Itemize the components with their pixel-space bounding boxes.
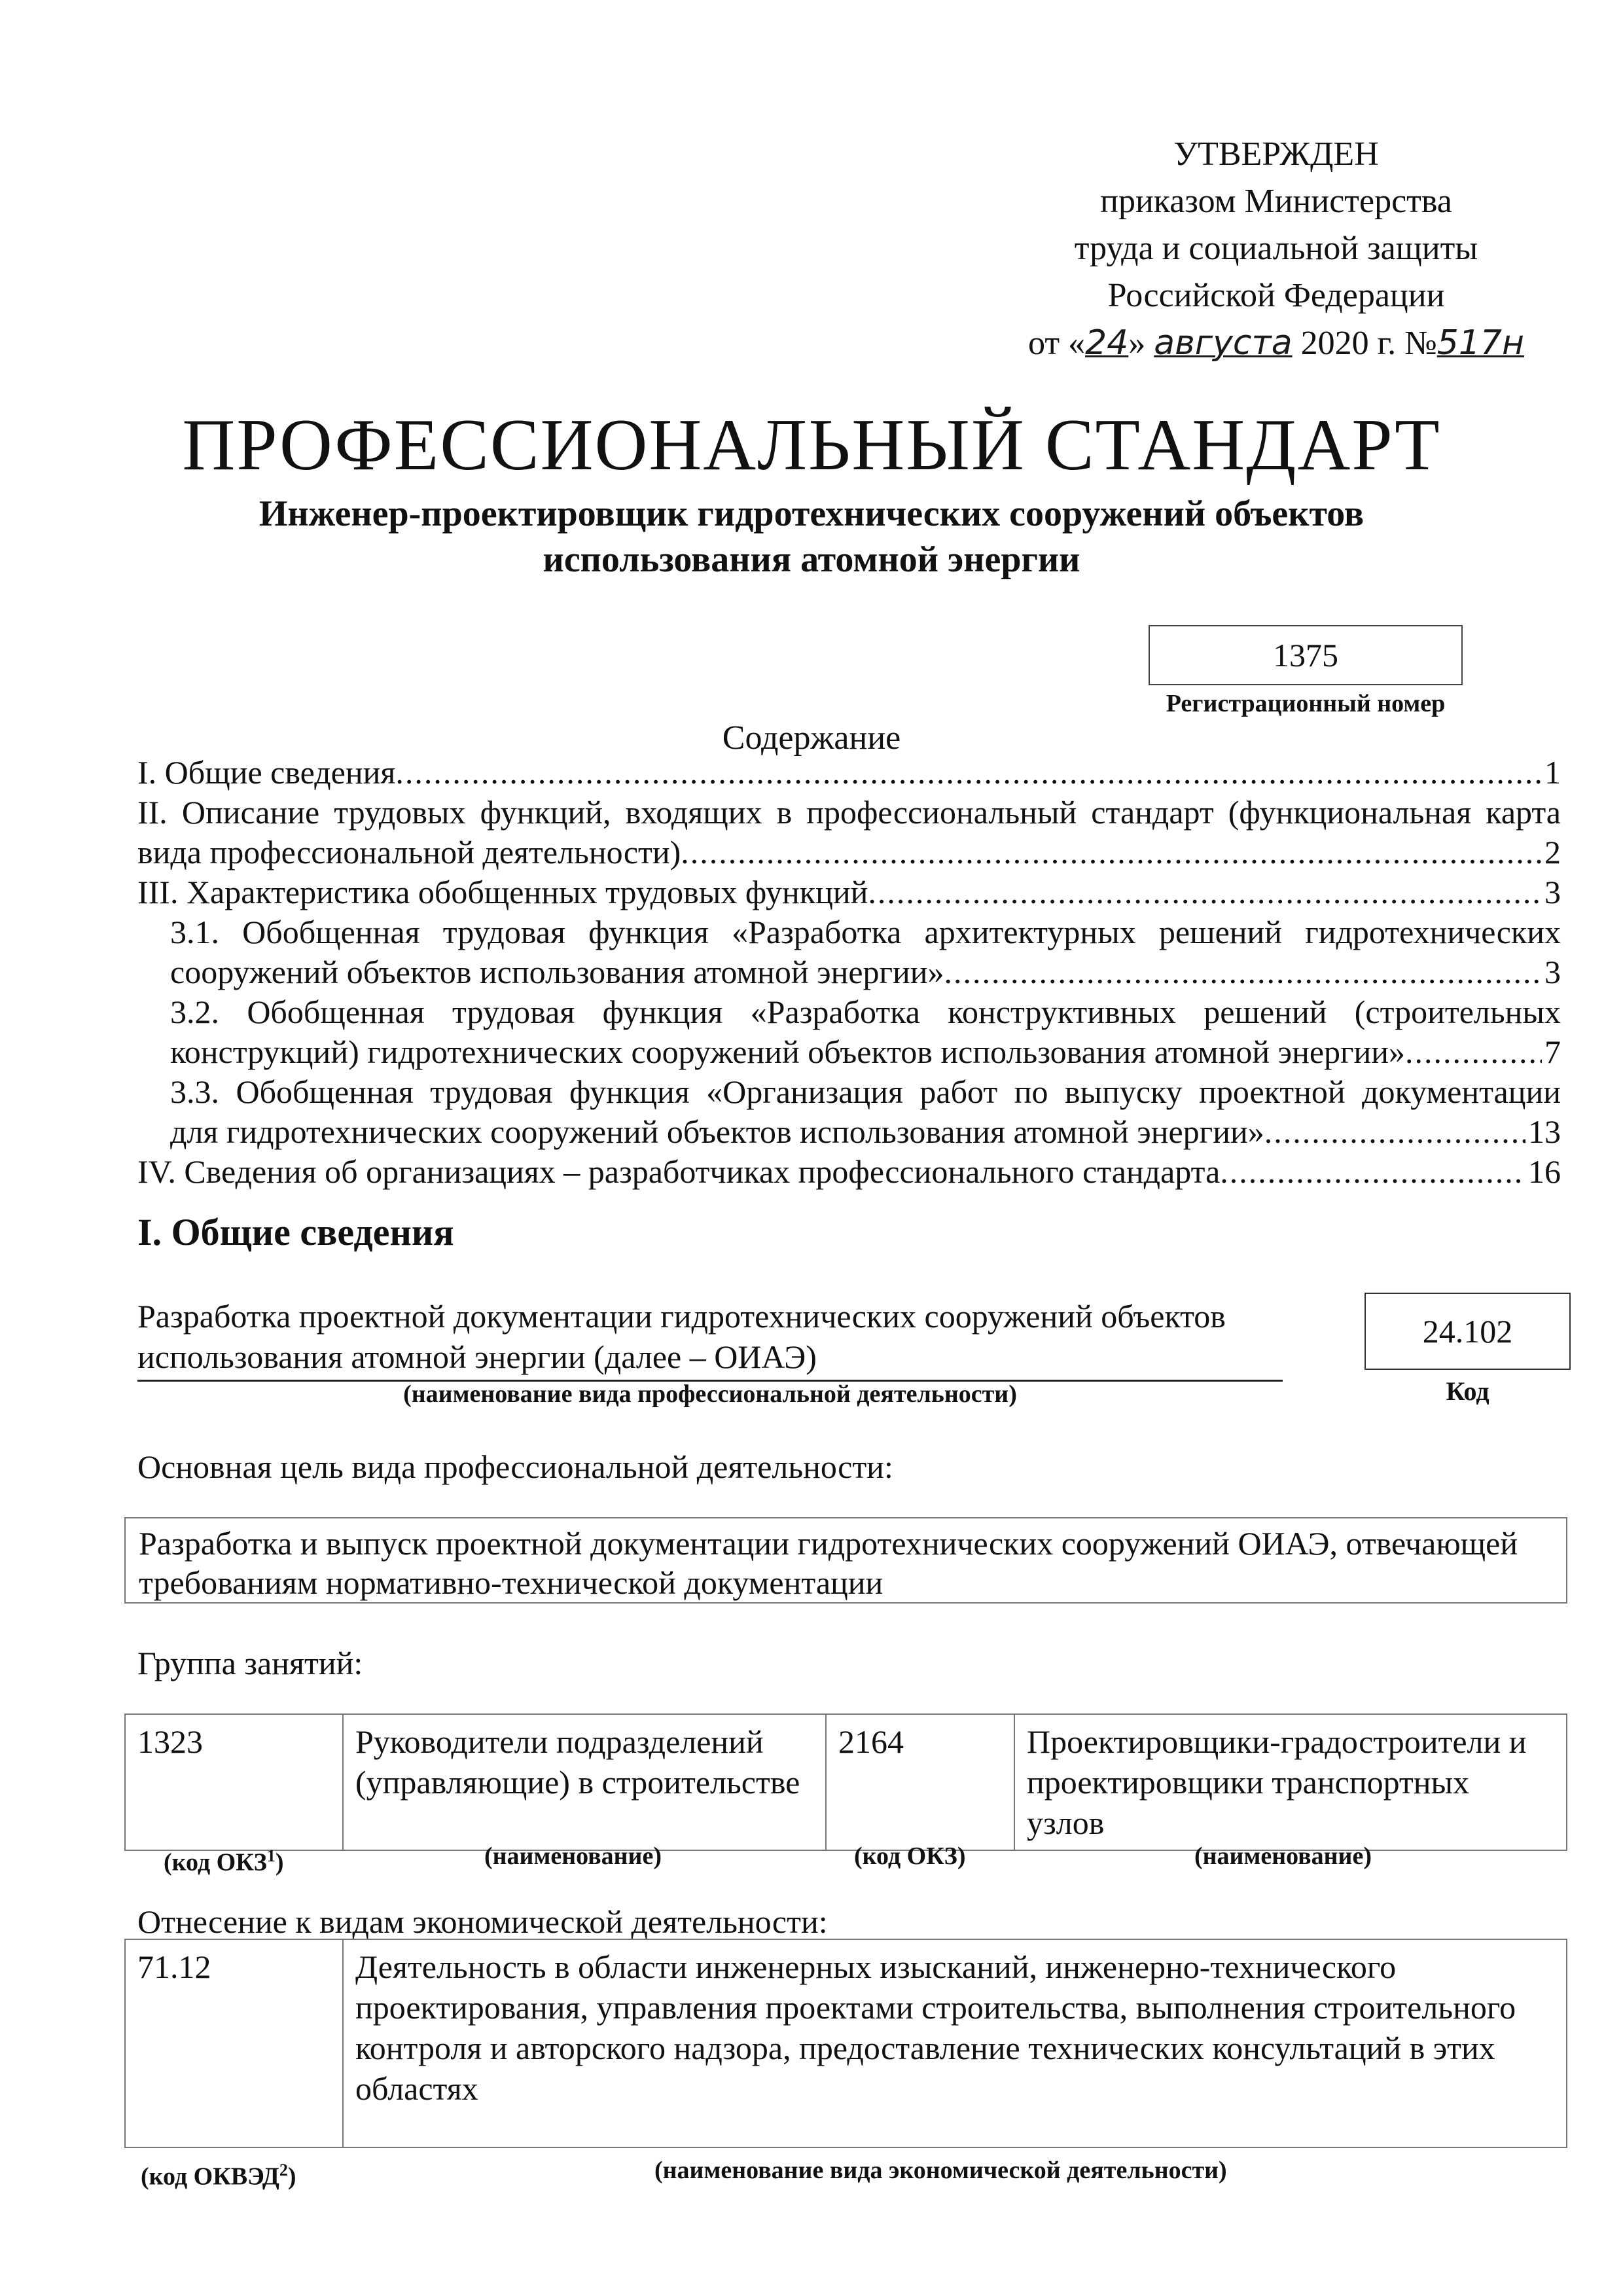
document-subtitle bbox=[196, 491, 1427, 583]
goal-label: Основная цель вида профессиональной деятельности: bbox=[137, 1448, 893, 1485]
approval-title: УТВЕРЖДЕН bbox=[1173, 135, 1379, 173]
handwritten-order-number: 517н bbox=[1436, 323, 1524, 363]
document-title: ПРОФЕССИОНАЛЬНЫЙ СТАНДАРТ bbox=[182, 404, 1441, 486]
caption-text: (код ОКЗ bbox=[164, 1848, 267, 1876]
toc-leader-dots bbox=[868, 872, 1542, 912]
toc-leader-dots bbox=[1405, 1032, 1542, 1072]
occupation-code-cell: 1323 bbox=[125, 1714, 343, 1850]
activity-name-line-2: использования атомной энергии (далее – ОИАЭ) bbox=[137, 1338, 817, 1375]
toc-item-text: сооружений объектов использования атомной энергии» bbox=[170, 954, 944, 990]
toc-leader-dots bbox=[944, 952, 1542, 992]
subtitle-line-1: Инженер-проектировщик гидротехнических сооружений объектов bbox=[259, 493, 1364, 534]
approval-date-line bbox=[949, 319, 1603, 367]
toc-subitem[interactable] bbox=[137, 1072, 1561, 1152]
toc-item[interactable] bbox=[137, 753, 1561, 793]
toc-item-text: конструкций) гидротехнических сооружений объектов использования атомной энергии» bbox=[170, 1033, 1406, 1070]
activity-name bbox=[137, 1296, 1283, 1382]
activity-caption: (наименование вида профессиональной деятельности) bbox=[403, 1380, 1017, 1408]
table-row bbox=[125, 1714, 1567, 1850]
economic-activity-table bbox=[124, 1939, 1567, 2148]
activity-code-caption: Код bbox=[1446, 1376, 1489, 1406]
toc-item-text-line1: 3.2. Обобщенная трудовая функция «Разработка конструктивных решений (строительных bbox=[170, 994, 1561, 1030]
caption-text-end: ) bbox=[287, 2162, 296, 2191]
caption-text-end: ) bbox=[275, 1848, 284, 1876]
toc-item-text-line1: 3.3. Обобщенная трудовая функция «Организация работ по выпуску проектной документации bbox=[170, 1073, 1561, 1110]
caption-text: (код ОКВЭД bbox=[141, 2162, 279, 2191]
approval-order-line: приказом Министерства bbox=[1100, 183, 1452, 220]
footnote-mark: 2 bbox=[279, 2161, 288, 2179]
toc-subitem[interactable] bbox=[137, 992, 1561, 1072]
handwritten-day: 24 bbox=[1085, 323, 1129, 363]
occupation-table bbox=[124, 1713, 1567, 1851]
date-year: 2020 г. № bbox=[1300, 325, 1437, 362]
toc-item-text: III. Характеристика обобщенных трудовых функций bbox=[137, 874, 868, 910]
approval-block bbox=[949, 131, 1603, 367]
toc-item-text: вида профессиональной деятельности) bbox=[137, 834, 681, 870]
okved-name-cell: Деятельность в области инженерных изысканий, инженерно-технического проектирования, управления проектами строительства, выполнения строительного контроля и авторского надзора, предоставление технических консультаций в этих областях bbox=[343, 1939, 1567, 2147]
occupation-name-caption: (наименование) bbox=[484, 1842, 662, 1870]
okved-code-cell: 71.12 bbox=[125, 1939, 343, 2147]
toc-item-text: I. Общие сведения bbox=[137, 754, 396, 791]
toc-page-number: 2 bbox=[1544, 834, 1561, 870]
occupation-code-cell: 2164 bbox=[826, 1714, 1014, 1850]
toc-page-number: 3 bbox=[1544, 954, 1561, 990]
activity-name-line-1: Разработка проектной документации гидротехнических сооружений объектов bbox=[137, 1298, 1226, 1335]
occupation-name-cell: Руководители подразделений (управляющие) в строительстве bbox=[343, 1714, 826, 1850]
registration-number-caption: Регистрационный номер bbox=[1166, 690, 1446, 717]
handwritten-month: августа bbox=[1154, 323, 1293, 363]
okved-code-caption bbox=[141, 2155, 296, 2193]
occupation-name-caption-2: (наименование) bbox=[1194, 1842, 1372, 1870]
goal-text-box: Разработка и выпуск проектной документации гидротехнических сооружений ОИАЭ, отвечающей требованиям нормативно-технической документации bbox=[124, 1517, 1567, 1604]
occupation-code-caption-2: (код ОКЗ) bbox=[854, 1842, 966, 1870]
approval-ministry-line: труда и социальной защиты bbox=[1074, 230, 1478, 267]
toc-heading: Содержание bbox=[722, 719, 901, 757]
occupation-code-caption bbox=[164, 1840, 284, 1878]
occupation-name-cell: Проектировщики-градостроители и проектировщики транспортных узлов bbox=[1014, 1714, 1567, 1850]
toc-subitem[interactable] bbox=[137, 912, 1561, 992]
okved-name-caption: (наименование вида экономической деятельности) bbox=[654, 2157, 1227, 2184]
toc-item[interactable] bbox=[137, 1152, 1561, 1192]
toc-item-text-line1: 3.1. Обобщенная трудовая функция «Разработка архитектурных решений гидротехнических bbox=[170, 914, 1561, 950]
toc-leader-dots bbox=[681, 833, 1542, 872]
economic-activity-label: Отнесение к видам экономической деятельности: bbox=[137, 1903, 828, 1940]
subtitle-line-2: использования атомной энергии bbox=[543, 539, 1080, 580]
date-quote-close: » bbox=[1128, 325, 1146, 362]
toc-page-number: 16 bbox=[1528, 1153, 1561, 1190]
toc-page-number: 1 bbox=[1544, 754, 1561, 791]
toc-item[interactable] bbox=[137, 872, 1561, 912]
toc-leader-dots bbox=[1220, 1152, 1525, 1192]
table-of-contents bbox=[137, 753, 1561, 1192]
registration-number-box: 1375 bbox=[1149, 625, 1463, 685]
activity-code-box: 24.102 bbox=[1364, 1293, 1571, 1370]
footnote-mark: 1 bbox=[266, 1846, 276, 1865]
approval-country-line: Российской Федерации bbox=[1107, 277, 1445, 314]
toc-item-text: IV. Сведения об организациях – разработчиках профессионального стандарта bbox=[137, 1153, 1221, 1190]
occupation-group-label: Группа занятий: bbox=[137, 1645, 363, 1681]
toc-item-text-line1: II. Описание трудовых функций, входящих в профессиональный стандарт (функциональная карта bbox=[137, 794, 1561, 831]
date-prefix: от « bbox=[1028, 325, 1086, 362]
toc-item[interactable] bbox=[137, 793, 1561, 872]
toc-page-number: 7 bbox=[1544, 1033, 1561, 1070]
toc-leader-dots bbox=[395, 753, 1542, 793]
toc-leader-dots bbox=[1264, 1112, 1525, 1152]
table-row bbox=[125, 1939, 1567, 2147]
toc-page-number: 13 bbox=[1528, 1113, 1561, 1150]
toc-page-number: 3 bbox=[1544, 874, 1561, 910]
toc-item-text: для гидротехнических сооружений объектов использования атомной энергии» bbox=[170, 1113, 1264, 1150]
section-title: I. Общие сведения bbox=[137, 1211, 454, 1253]
